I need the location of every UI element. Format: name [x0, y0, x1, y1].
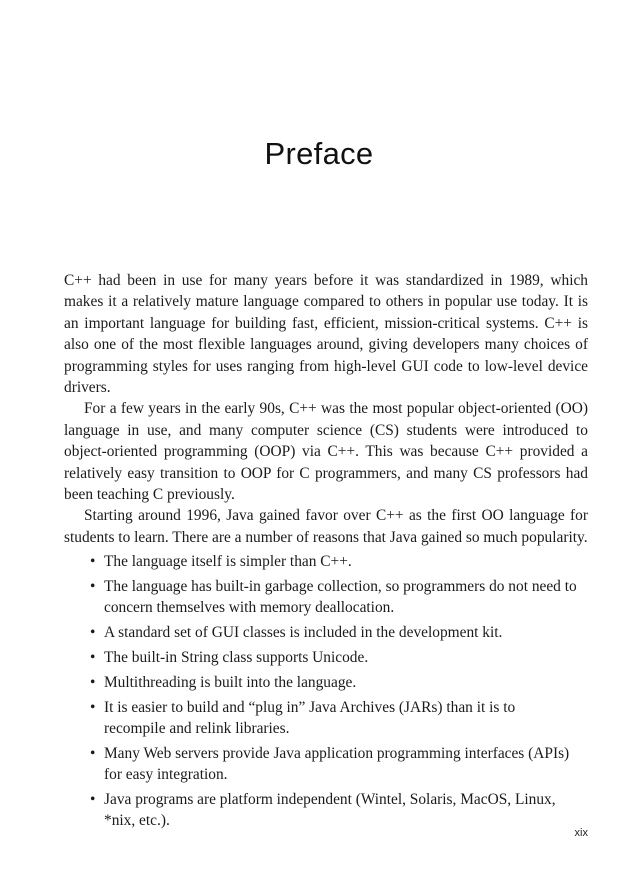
bullet-icon: •: [90, 674, 96, 692]
bullet-icon: •: [90, 699, 96, 717]
paragraph-1: C++ had been in use for many years before it was standardized in 1989, which makes it a relatively mature language compared to others in popular use today. It is an important language for building fast, efficient, mission-critical systems. C++ is also one of the most flexible languages around, giving developers many choices of programming styles for uses ranging from high-level GUI code to low-level device drivers.: [64, 272, 588, 397]
list-item: [90, 789, 588, 831]
chapter-title: Preface: [264, 136, 374, 171]
list-item-text: The language itself is simpler than C++.: [104, 553, 352, 571]
bullet-icon: •: [90, 624, 96, 642]
body-text: [64, 270, 588, 835]
list-item-text: The built-in String class supports Unicode.: [104, 649, 369, 667]
list-item: [90, 551, 588, 572]
paragraph-3: Starting around 1996, Java gained favor over C++ as the first OO language for students to learn. There are a number of reasons that Java gained so much popularity.: [64, 507, 588, 546]
bullet-icon: •: [90, 791, 96, 809]
list-item-text: Java programs are platform independent (Wintel, Solaris, MacOS, Linux, *nix, etc.).: [104, 791, 556, 830]
list-item: [90, 672, 588, 693]
bullet-icon: •: [90, 578, 96, 596]
bullet-icon: •: [90, 649, 96, 667]
list-item-text: The language has built-in garbage collection, so programmers do not need to concern themselves with memory deallocation.: [104, 578, 577, 617]
list-item-text: Multithreading is built into the language.: [104, 674, 357, 692]
bullet-list: [64, 551, 588, 831]
bullet-icon: •: [90, 745, 96, 763]
list-item-text: A standard set of GUI classes is included in the development kit.: [104, 624, 503, 642]
page-number: xix: [574, 827, 588, 839]
list-item: [90, 576, 588, 618]
list-item: [90, 622, 588, 643]
bullet-icon: •: [90, 553, 96, 571]
paragraph-2: For a few years in the early 90s, C++ was the most popular object-oriented (OO) language in use, and many computer science (CS) students were introduced to object-oriented programming (OOP) via C++. This was because C++ provided a relatively easy transition to OOP for C programmers, and many CS professors had been teaching C previously.: [64, 400, 588, 504]
list-item-text: Many Web servers provide Java application programming interfaces (APIs) for easy integration.: [104, 745, 570, 784]
list-item: [90, 647, 588, 668]
list-item: [90, 743, 588, 785]
list-item-text: It is easier to build and “plug in” Java Archives (JARs) than it is to recompile and relink libraries.: [104, 699, 516, 738]
list-item: [90, 697, 588, 739]
